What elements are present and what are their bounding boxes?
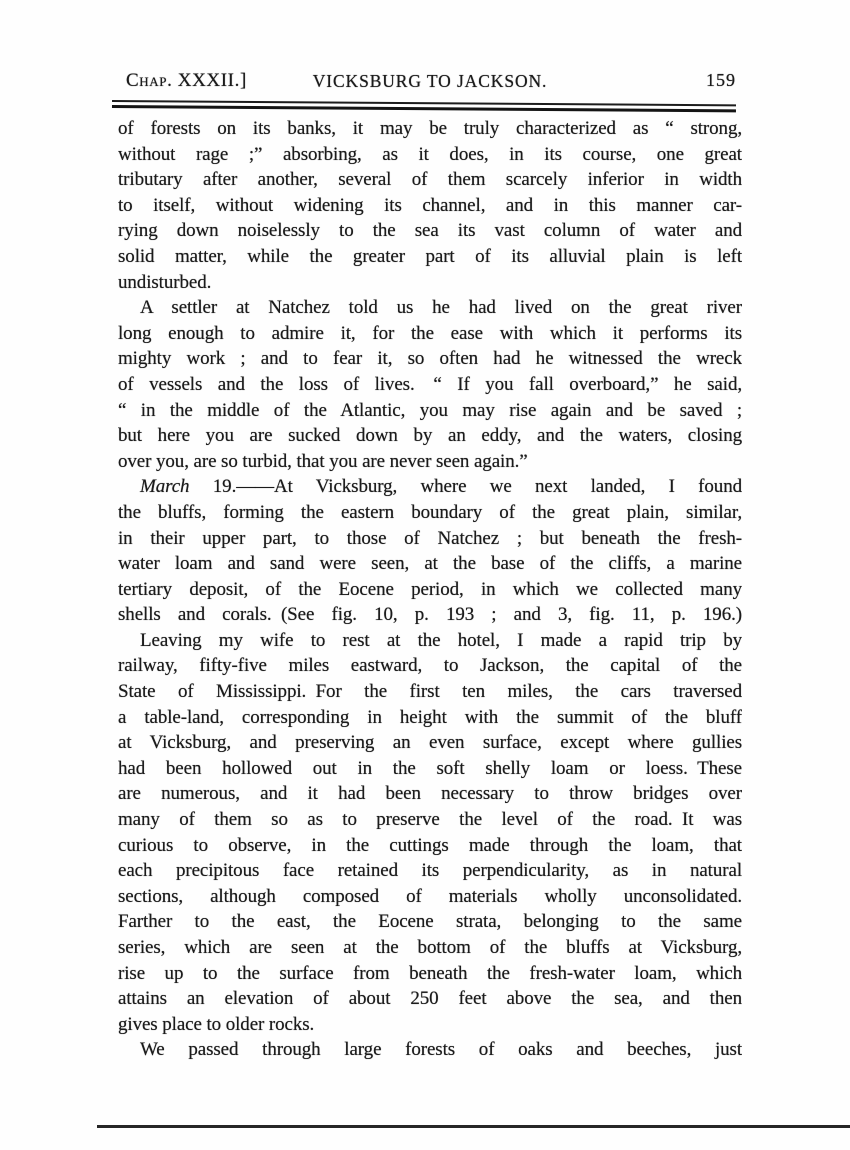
text-line: are numerous, and it had been necessary to throw bridges over xyxy=(118,783,742,805)
text-line: Farther to the east, the Eocene strata, belonging to the same xyxy=(118,911,742,933)
text-line: State of Mississippi. For the first ten miles, the cars traversed xyxy=(118,681,742,703)
page-number: 159 xyxy=(706,70,736,90)
text-line: over you, are so turbid, that you are never seen again.” xyxy=(118,450,528,472)
text-line: mighty work ; and to fear it, so often had he witnessed the wreck xyxy=(118,348,742,370)
chapter-label: Chap. XXXII.] xyxy=(126,70,247,91)
text-line: to itself, without widening its channel, and in this manner car- xyxy=(118,194,742,216)
text-line: sections, although composed of materials wholly unconsolidated. xyxy=(118,885,742,907)
italic-date: March xyxy=(140,476,190,498)
page-title: VICKSBURG TO JACKSON. xyxy=(312,71,548,91)
page-text xyxy=(118,116,742,1063)
text-line: tertiary deposit, of the Eocene period, in which we collected many xyxy=(118,578,742,600)
text-line: railway, fifty-five miles eastward, to Jackson, the capital of the xyxy=(118,655,742,677)
page-header xyxy=(118,70,742,96)
text-line: gives place to older rocks. xyxy=(118,1013,315,1035)
text-line: attains an elevation of about 250 feet above the sea, and then xyxy=(118,988,742,1010)
header-double-rule xyxy=(112,100,736,112)
text-line: shells and corals. (See fig. 10, p. 193 ; and 3, fig. 11, p. 196.) xyxy=(118,604,742,626)
text-line: tributary after another, several of them scarcely inferior in width xyxy=(118,169,742,191)
scan-artifact-line xyxy=(97,1125,850,1128)
text-line: a table-land, corresponding in height with the summit of the bluff xyxy=(118,706,742,728)
text-line: each precipitous face retained its perpendicularity, as in natural xyxy=(118,860,742,882)
text-line: March 19.——At Vicksburg, where we next landed, I found xyxy=(140,476,742,498)
text-line: the bluffs, forming the eastern boundary of the great plain, similar, xyxy=(118,501,742,523)
text-line: Leaving my wife to rest at the hotel, I made a rapid trip by xyxy=(140,629,742,651)
text-line: many of them so as to preserve the level of the road. It was xyxy=(118,809,742,831)
text-line: of vessels and the loss of lives. “ If you fall overboard,” he said, xyxy=(118,373,742,395)
text-line: “ in the middle of the Atlantic, you may rise again and be saved ; xyxy=(118,399,742,421)
text-line: water loam and sand were seen, at the base of the cliffs, a marine xyxy=(118,553,742,575)
text-line: without rage ;” absorbing, as it does, in its course, one great xyxy=(118,143,742,165)
text-line: curious to observe, in the cuttings made through the loam, that xyxy=(118,834,742,856)
text-line: series, which are seen at the bottom of the bluffs at Vicksburg, xyxy=(118,937,742,958)
text-line: rise up to the surface from beneath the fresh-water loam, which xyxy=(118,962,742,984)
text-line: but here you are sucked down by an eddy, and the waters, closing xyxy=(118,425,742,447)
text-line: in their upper part, to those of Natchez ; but beneath the fresh- xyxy=(118,527,742,549)
text-line: rying down noiselessly to the sea its vast column of water and xyxy=(118,220,742,242)
text-line: had been hollowed out in the soft shelly loam or loess. These xyxy=(118,757,742,779)
text-line: solid matter, while the greater part of its alluvial plain is left xyxy=(118,245,742,267)
text-line: at Vicksburg, and preserving an even surface, except where gullies xyxy=(118,732,742,754)
text-line: long enough to admire it, for the ease with which it performs its xyxy=(118,322,742,344)
text-line: undisturbed. xyxy=(118,271,212,293)
text-line: of forests on its banks, it may be truly characterized as “ strong, xyxy=(118,118,742,139)
text-line: We passed through large forests of oaks and beeches, just xyxy=(140,1039,742,1061)
text-line: A settler at Natchez told us he had lived on the great river xyxy=(140,297,742,319)
